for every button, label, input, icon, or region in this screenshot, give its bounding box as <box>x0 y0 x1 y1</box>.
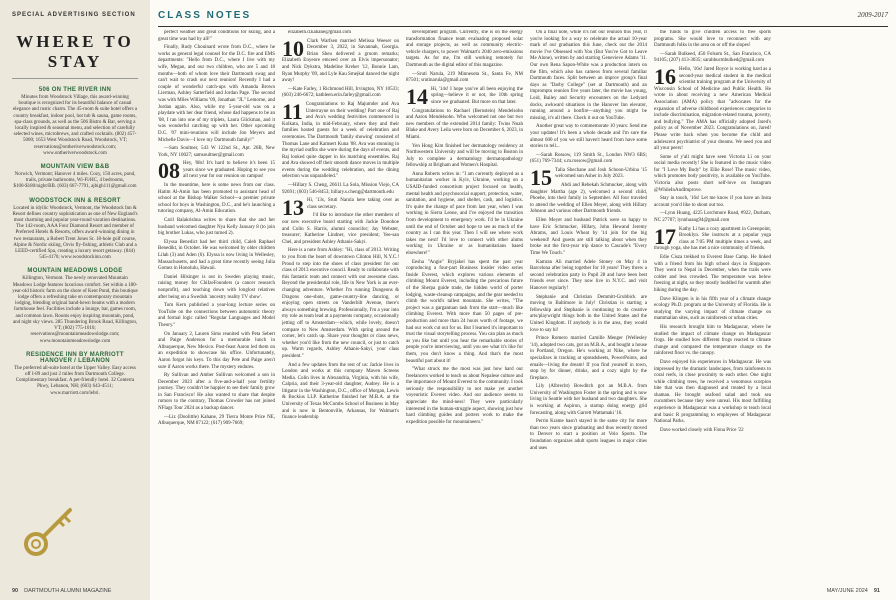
left-folio <box>12 588 111 594</box>
note-paragraph <box>530 153 647 166</box>
note-paragraph <box>406 172 523 258</box>
note-text: Tom Kern published a year-long lecture series on YouTube on the connections between autonomic theory and formal logic called "Regular Languages and Model Theory." <box>158 303 275 328</box>
note-text: development program. Currently, she is on the energy transformation finance team evaluating proposed solar and storage projects, as well as community electric-vehicle chargers, to power Walmart's 2040 zero-emissions targets. As for me, I'm still working remotely for Dartmouth as the digital editor of this magazine. <box>406 30 523 68</box>
page-number-right: 91 <box>873 588 880 594</box>
note-paragraph <box>282 98 399 181</box>
note-text: Perrin Krame hasn't stayed in the same city for more than two years since graduating and thus recently moved to Denver to start a position at Volo Sports. The foundation organizes adult sports leagues in major cities and uses <box>530 419 647 451</box>
note-paragraph <box>530 260 647 293</box>
section-header <box>158 8 888 27</box>
lodge-listing <box>12 268 138 344</box>
vintage-key-icon <box>20 500 80 560</box>
lodge-name: MOUNTAIN VIEW B&B <box>40 164 110 171</box>
note-text: Ry Sullivan and Amber Sullivan welcomed a son in December 2023 after a five-and-a-half year fertility journey. They couldn't be happier to see their family grow in San Francisco! He also wanted to share that despite rumors to the contrary, Thomas Crowder has not joined NFlags Tour 2024 as a backup dancer. <box>158 373 275 412</box>
note-text: Lily (Albrecht) Bowditch got an M.B.A. from University of Washington Foster in the spring and is now living in Seattle with her husband and two daughters. She is working at Aspiron, a startup doing energy grid forecasting, along with Garrett Wattamaki '16. <box>530 384 647 416</box>
note-text: Anna Roberts writes in: "I am currently deployed as a humanitarian worker in Kyiv, Ukraine, working on a USAID-funded consortium project focused on health, mental health and psychosocial support, protection, water, sanitation, and hygiene, and shelter, cash, and logistics. It's quite the change of pace from last year, when I was working in Sierra Leone, and I've enjoyed the transition from development to emergency work. I'd be in Ukraine until the end of October and hope to see as much of the country as I can this year. Then I will see where work takes me next! I'd love to connect with other alums working in Ukraine or as humanitarians based elsewhere!" <box>406 171 523 256</box>
note-paragraph <box>530 164 647 190</box>
note-paragraph <box>158 332 275 372</box>
class-year-number: 16 <box>654 63 676 89</box>
note-text: Eesha "Angie" Bryjakel has spent the past year coproducing a four-part Business Insider video series Inside Everest, which explores various elements of climbing Mount Everest, including the precarious future of the Sherpa guide trade, the hidden world of porter lodging, waste-cleanup campaigns, and the gear needed to climb the world's tallest mountain. She writes, "The project was a gargantuan task from the start—much like climbing Everest. With more than 50 pages of pre-production and more than 24 hours worth of footage, we had our work cut out for us. But I learned it's important to trust the visual storytelling process. You can plan as much as you like but until you hear the remarkable stories of people you're interviewing, until you see what it's like for them, you don't know a thing. And that's the most beautiful part about it! <box>406 259 523 364</box>
note-text: Caril Balakrishna writes to share that she and her husband welcomed daughter Nya Kelly January 8 (to join big brother Lukas, who just turned 2). <box>158 218 275 237</box>
note-text: Another great way to commemorate 10 years: Send me your updates! It's been a whole decade and I'm sure the almost 600 of you we still haven't heard from have some stories to tell... <box>530 124 647 150</box>
note-text: Prince Romero married Camille Menger (Wellesley '14), adopted two cats, got an M.B.A., and bought a house in Portland, Oregon. He's working at Nike, where he specializes in tracking at spreadsheets, PowerPoints, and emails—living the dream! If you find yourself in town, stop by for dinner, drinks, and a cozy night by the fireplace. <box>530 336 647 381</box>
note-text: Elyssa Benedict had her third child, Caleb Raphael Benedikt, in October. He was welcomed by older children Lilah (3) and Aden (6). Elyssa is now living in Wellesley, Massachusetts, and had a great time recently seeing Julia Gomez in Honolulu, Hawaii. <box>158 239 275 272</box>
lodge-description: Killington, Vermont. The newly renovated Mountain Meadows Lodge features luxurious comfort. Set within a 180-year-old historic farm on the shore of Kent Pond, this boutique lodge offers a refreshing take on contemporary mountain lodging, blending original hand-hewn beams with a modern farmhouse feel. Facilities include a lounge, bar, games room, and common lawn. Rooms enjoy inspiring mountain, pond, and night sky views. 285 Thundering Brook Road, Killington, VT; (802) 775-1010; reservations@mountainmeadowslodge.com; www.mountainmeadowslodge.com <box>12 276 138 344</box>
note-paragraph <box>654 325 771 358</box>
note-text: His research brought him to Madagascar, where he studied the impact of climate change on Madagascar frogs. He studied how different frogs reacted to climate change and compared the temperature change on the rainforest floor vs. the canopy. <box>654 324 771 357</box>
note-paragraph <box>406 260 523 366</box>
note-paragraph <box>654 223 771 253</box>
lodge-description: Norwich, Vermont; Hanover 4 miles. Cozy, 150 acres, pond, trails, private bathrooms, Wi-Fi/HC, 4 bedrooms, $100-$180/night/BB. (603) 667-7791, ajbigh111@gmail.com <box>13 172 137 190</box>
note-paragraph <box>158 373 275 413</box>
note-paragraph <box>282 35 399 85</box>
note-text: Talia Shechane and Josh Schoon-Urbina '15 welcomed son Asher in July 2023. <box>555 167 647 180</box>
note-text: Stephanie and Christian Demmitt-Grubbick are moving to Baltimore in July! Christian is starting a fellowship and Stephanie is continuing to do creative arts/playwright things both in the United States and the United Kingdom. If anybody is in the area, they would love to say hi! <box>530 294 647 333</box>
class-year-number: 15 <box>530 164 552 190</box>
note-paragraph <box>530 124 647 150</box>
issue-date: MAY/JUNE 2024 <box>826 588 868 594</box>
lodge-description: The preferred all-suite hotel at the Upper Valley. Easy access off I-89 and just 2 miles from Dartmouth College. Complimentary breakfast. A pet-friendly hotel. 32 Centerra Pkwy, Lebanon, NH; (603) 643-4511; www.marriott.com/lebri. <box>14 365 136 396</box>
class-year-number: 08 <box>158 158 180 184</box>
note-text: Kamran Ali married Adele Stoney on May 4 in Barcelona after being together for 10 years! They threw a second celebration party in Pupil 28 and have been best friends ever since. They now live in N.Y.C. and visit Hanover regularly! <box>530 259 647 291</box>
note-paragraph <box>654 360 771 426</box>
note-text: And a few updates from the rest of us: Jackie lives in London and works at this company Maven Screens Media. Colin lives in Alexandria, Virginia, with his wife, Calpria, and their 3-year-old daughter, Audrey. He is a litigator in the Washington, D.C., office of Morgan, Lewis & Bockius LLP. Katherine finished her M.B.A. at the University of Texas McCombs School of Business in May and is now in Bentonville, Arkansas, for Walmart's finance leadership <box>282 362 399 421</box>
note-text: Congratulations to Rachael (Bernstein) Mendelsohn and Aaron Mendelsohn. Who welcomed not one but two new members of the extended 2014 family: Twins Noah Blake and Avery Leila were born on December 6, 2023, in Miami. <box>406 108 523 140</box>
note-paragraph <box>406 83 523 109</box>
note-paragraph <box>158 240 275 273</box>
note-paragraph <box>406 144 523 170</box>
note-paragraph <box>158 218 275 238</box>
note-text: Finally, Rudy Chouinard wrote from D.C., where he works as general legal counsel for the D.C. fire and EMS departments: "Hello from D.C., where I live with my wife, Megan, and our two children, who are 5 and 18 months—both of whom love their Dartmouth swag and can't wait to crash our next reunion! Recently I had a couple of wonderful catch-ups with Amanda Brown Lierman, Ashley Satterfield and Jordan Page. The second was with Miles Williams '09, Jonathan "JL" Lemorne, and Jordan again. Also, while my 5-year-old was on a playdate with her dear friend, whose dad happens to be an '08, I ran into one of my triplets, Laura Glickman, and it was wonderful catching up with her. Other upcoming D.C. '07 mini-reunions will include Jon Meyers and Michelle Davis—I love my Dartmouth family!" <box>158 45 275 143</box>
text-column <box>406 30 523 580</box>
note-paragraph <box>282 30 399 37</box>
note-text: Hello, '16s! Jared Boyce is working hard as a second-year medical student in the medical scientist training program at the University of Wisconsin School of Medicine and Public Health. He wrote in about receiving a new American Medical Association (AMA) policy that "advocates for the expansion of adverse childhood experiences categories to include discrimination, migration-related trauma, poverty, and bullying." The AMA has officially adopted Jared's policy as of November 2023. Congratulations on, Jared! Please write back when you become the child and adolescent psychiatrist of your dreams. We need you and all your peers! <box>654 66 771 152</box>
note-text: —Hillary S. Cheng, 26611 La Sola, Mission Viejo, CA 92691; (603) 546-8453; hillary.s.cheng@dartmouth.edu <box>282 183 399 195</box>
note-text: Abdi and Rebekah Schmucker, along with daughter Martha (age 2), welcomed a second child, Phoebe, into their family in September. All four traveled to attend the wedding of Ellen Meyer, along with Hillary Johnson and various other Dartmouth friends. <box>530 183 647 215</box>
note-text: Dave worked closely with Fiona Price '22 <box>660 427 744 433</box>
note-paragraph <box>530 336 647 382</box>
text-column <box>282 30 399 580</box>
note-paragraph <box>654 196 771 209</box>
note-paragraph <box>530 218 647 258</box>
note-text: Clark Warfsen married Melissa Weeser on December 3, 2022, in Savannah, Georgia. Brian Sheu delivered a groom remarks; Elizabeth Enyeore emceed over an Elvis impersonator; and Nick Dykstra, Madeline Kreher '12, Bonnie Lam, Ryan Murphy '09, and Lyle Kau Smejkal danced the night away! <box>282 38 399 84</box>
note-text: Hi, '13s, Sruti Narula here taking over as class secretary. <box>307 198 399 210</box>
note-text: Stay in touch, '16s! Let me know if you have an Insta account you'd like to shout out too. <box>654 196 771 208</box>
note-paragraph <box>282 363 399 422</box>
note-text: Kathy Li has a cozy apartment in Greenpoint, Brooklyn. She instructs at a popular yoga class at 7:05 PM multiple times a week, and through yoga, she has met a nice community of friends. <box>654 226 771 252</box>
note-paragraph <box>654 155 771 195</box>
class-notes-section <box>158 0 888 600</box>
lodge-description: Located in idyllic Woodstock, Vermont, the Woodstock Inn & Resort defines country sophistication as one of New England's most charming and popular year-round vacation destinations. The 142-room, AAA Four Diamond Resort and member of Preferred Hotels & Resorts, offers award-winning dining in two restaurants, a Robert Trent Jones Sr. 18-hole golf course, Alpine & Nordic skiing, Orvis fly-fishing, athletic Club and a LEED-certified Spa, creating a luxury resort getaway. (844) 545-4176; www.woodstockinn.com <box>12 205 138 261</box>
lodge-name: 506 ON THE RIVER INN <box>38 87 112 93</box>
note-paragraph <box>406 30 523 70</box>
class-year-number: 17 <box>654 223 676 249</box>
note-paragraph <box>158 303 275 329</box>
text-column <box>654 30 771 580</box>
note-text: —Sarah Rossow, 119 Smith St., London NW3 6BS; (651) 769-7344; s.m.rossow@gmail.com <box>530 152 647 165</box>
lodge-name: RESIDENCE INN BY MARRIOTT HANOVER / LEBANON <box>26 351 124 364</box>
text-column <box>530 30 647 580</box>
note-paragraph <box>530 384 647 417</box>
note-paragraph <box>158 415 275 428</box>
note-text: —Sarah Bulkeed, 450 Folsom St., San Francisco, CA 94105; (207) 413-3035; sarahbucmbulked@gmail.com <box>654 51 771 64</box>
note-text: On a final note, while it's not our reunion this year, if you're looking for a way to celebrate the actual 10-year mark of our graduation this June, check out the 2014 movie I've Obsessed with You (But You've Got to Leave Me Alone), written by and starring Genevieve Adams '11. Our own Rena Sapon-White was a production intern on the film, which also has cameos from several familiar Dartmouth faces. Split between an improv group's final days as "Darby College" (set at Dartmouth) and an impromptu reunion five years later, the movie has young, Loid, Bailey and Security encounters on the Ledyard docks, awkward situations in the Hanover Inn elevator, running around a bonfire—anything you might be missing, it's all there. Check it out on YouTube. <box>530 30 647 121</box>
sidebar-divider <box>12 78 138 79</box>
note-paragraph <box>406 367 523 426</box>
note-text: perfect weather and great conditions for skiing, and a great time was had by all!" <box>158 30 275 42</box>
lodge-listing <box>12 198 138 262</box>
note-paragraph <box>530 295 647 335</box>
note-paragraph <box>158 275 275 301</box>
note-text: —Sam Soultner, 543 W 122nd St., Apt. 26B, New York, NY 10027; samsoultner@gmail.com <box>158 146 275 158</box>
lodge-listing <box>12 164 138 191</box>
note-text: elizabeth.d.kahane@gmail.com <box>288 30 352 35</box>
lodge-list <box>12 87 138 397</box>
note-paragraph <box>654 297 771 323</box>
note-text: Hey, '08s! It's hard to believe it's been 15 years since we graduated. Hoping to see you all next year for our reunion on campus! <box>183 161 275 180</box>
note-paragraph <box>158 45 275 144</box>
note-text: I'd like to introduce the other members of our new executive board starting with Jackie Donohoe and Colin S. Harris, alumni councilor; Jay Webster, treasurer; Katherine Lindner, vice president; Yee-san Chel, and president Ashley Athanis-Sakyi. <box>282 213 399 245</box>
note-text: Some of y'all might have seen Victoria Li on your social media recently! She is featured in the music video for "I Love My Body" by Ellie Rose! The music video, which promotes body positivity, is available on YouTube. Victoria also posts short self-love on Instagram @WhileInAndImprove. <box>654 154 771 193</box>
note-paragraph <box>158 158 275 184</box>
note-text: —Liz (Doolittle) Kahane, 29 Tierra Monte Price NE, Albuquerque, NM 87122; (617) 909-7669; <box>158 414 275 427</box>
note-paragraph <box>406 109 523 142</box>
note-paragraph <box>530 419 647 452</box>
note-paragraph <box>282 183 399 196</box>
note-text: Daniel Hilsinger is out in Sweden playing music, raising money for ChiIzeFounders (a cancer research nonprofit), and touching down with longlost relatives after being on a Swedish 'ancestry reality TV show'. <box>158 274 275 300</box>
note-text: —Kate Farley, 1 Richmond Hill, Irvington, NY 10533; (603) 246-6672; kathleen.erin.farley@gmail.com <box>282 86 399 99</box>
note-paragraph <box>654 211 771 224</box>
note-text: In the meantime, here is some news from our class. Hatim Al-Amin has been promoted to assistant head of school at the Bishop Walker School—a premier private school for boys in Washington, D.C., and he's launching a tutoring company, Al-Amin Education. <box>158 183 275 215</box>
note-paragraph <box>654 63 771 153</box>
right-folio <box>827 588 880 594</box>
note-paragraph <box>654 255 771 295</box>
lodge-listing <box>12 352 138 397</box>
magazine-name: DARTMOUTH ALUMNI MAGAZINE <box>24 588 112 594</box>
note-text: Yen Hong Kim finished her dermatology residency at Northwestern University and will be moving to Boston in July to complete a dermatology dermatopathology fellowship at Brigham and Women's Hospital. <box>406 143 523 169</box>
class-years: 2009-2017 <box>857 11 888 19</box>
note-paragraph <box>530 30 647 122</box>
page-title: CLASS NOTES <box>158 10 252 21</box>
note-text: "What struck me the most was just how hard our freelancers worked to teach us about Nepalese culture and the importance of Mount Everest to the community. I took seriously the responsibility to not make yet another voyeuristic Everest video. And our audience seems to appreciate the mind-ness! They were particularly interested in the human-struggle aspect, showing just how hard climbing guides and porters work to make the expedition possible for mountaineers." <box>406 367 523 425</box>
sidebar-title: WHERE TO STAY <box>16 32 134 71</box>
note-text: Congratulations to Raj Majumder and Ava Unterrayne on their wedding! Part one of Raj and Ava's wedding festivities commenced in Kolkata, India, in mid-February, where they and their families hosted guests for a week of celebration and ceremonies. The Dartmouth 'family showing' consisted of Thomas Lane and Kamsert Kuna '08. Ava was stunning in the myriad outfits she wore during the days of events, and Raj looked quite dapper in his matching ensembles. Raj and Ava showed off their smooth dance moves in multiple events during the wedding celebration, and the dining selection was unparalleled." <box>282 101 399 180</box>
note-paragraph <box>282 87 399 100</box>
section-label: SPECIAL ADVERTISING SECTION <box>12 12 136 18</box>
note-text: Here is a note from Ashley: "Hi, class of 2013. Writing to you from the heart of downtown Clinton Hill, N.Y.C.! Proud to step into the shoes of class president for our class of 2013 executive council. Ready to collaborate with this fantastic team and connect with our awesome class. Beyond the presidential role, life in New York is an ever-changing adventure. Whether I'm running Dungeons & Dragons one-shots, game-country-line dancing, or enjoying open streets on Vanderbilt Avenue, there's always something brewing. Professionally, I'm a year into my role as team lead at a payments company, occasionally jetting off to Amsterdam—which, while lovely, doesn't compare to New Amsterdam. With spring around the corner, let's catch up. Share your thoughts or class news, whether you'd like from the new council, or just to catch up. Warm regards, Ashley Athanis-Sakyi, your class president." <box>282 248 399 359</box>
lodge-name: MOUNTAIN MEADOWS LODGE <box>27 268 123 275</box>
note-text: Edie Cisza trekked to Everest Base Camp. He linked with a friend from his high school days in Singapore. They went to Nepal in December, when the trails were colder and less crowded. The temperature was below freezing at night, so they mostly huddled for warmth after hiking during the day. <box>654 255 771 293</box>
where-to-stay-sidebar <box>0 0 150 600</box>
note-paragraph <box>406 72 523 85</box>
note-text: Dave enjoyed his experiences in Madagascar. He was impressed by the dramatic landscapes, from rainforests to coral reefs, in close proximity to each other. One night while climbing trees, he received a venomous scorpion bite that was then diagnosed and treated by a local shaman. He brought seafood salad and took sea cucumbers because they were unreal. His most fulfilling experience in Madagascar was a workshop to teach local and basic R programming to employees of Madagascar National Parks. <box>654 359 771 425</box>
text-column <box>158 30 275 580</box>
note-paragraph <box>158 146 275 159</box>
class-year-number: 14 <box>406 83 428 109</box>
lodge-description: Minutes from Woodstock Village, this award-winning boutique is recognized for its beautiful balance of casual elegance and rustic charm. The 45-room & suite hotel offers a country breakfast, indoor pool, hot tub & sauna, game rooms, spa-class grounds, as well as the 506 Bistro & Bar, serving a locally inspired & seasonal menu, and selection of carefully selected wines, microbrews, and crafted cocktails. (802) 457-5000; 1653 West Woodstock Road, Woodstock, VT; reservations@ontheriverwoodstock.com; www.ontheriverwoodstock.com <box>12 95 138 156</box>
note-paragraph <box>282 195 399 221</box>
page-number-left: 90 <box>12 588 19 594</box>
note-text: Hi, '14s! I hope you've all been enjoying the spring—believe it or not, the 10th spring since we graduated. But more on that later. <box>431 86 523 105</box>
note-text: Ellen Meyer and husband Patrick were so happy to have Eric Schmucker, Hillary, John Hewand Jeremy Abrams, and Louis Wheat by '14 join for the big weekend! And guests are still talking about when they broke out the first-year trip dance to Cascade's "Every Time We Touch." <box>530 218 647 256</box>
note-text: —Sruti Narula, 219 Minnesota St., Santa Fe, NM 87501; srutinarula@gmail.com <box>406 71 523 84</box>
note-paragraph <box>158 30 275 43</box>
lodge-listing <box>12 87 138 157</box>
note-text: —Lynn Huang, 4225 Lorchmore Road, #922, Durham, NC 27707; lynnhuang94@gmail.com <box>654 211 771 224</box>
note-paragraph <box>654 52 771 65</box>
note-paragraph <box>158 183 275 216</box>
note-paragraph <box>282 248 399 360</box>
class-year-number: 13 <box>282 195 304 221</box>
text-columns <box>158 30 888 580</box>
note-text: Dave Klingen is in his fifth year of a climate change ecology Ph.D. program at the University of Florida. He is studying the varying impact of climate change on mammalian sites, such as rainforests or urban cities. <box>654 296 771 322</box>
note-paragraph <box>654 30 771 50</box>
note-text: On January 2, Lauren Sims reunited with Peta Sebert and Paige Anderson for a memorable lunch in Albuquerque, New Mexico. Post-feast Aaron led them on an expedition to showcase his office. Unfortunately, Aaron forgot his keys. To this day Pete and Paige aren't sure if Aaron works there. The mystery endures. <box>158 331 275 370</box>
note-paragraph <box>654 428 771 435</box>
note-text: the funds to give children access to free sports programs. She would love to reconnect with any Dartmouth folks in the area on or off the slopes! <box>654 30 771 49</box>
class-year-number: 10 <box>282 35 304 61</box>
class-year-number: 11 <box>282 98 303 124</box>
lodge-name: WOODSTOCK INN & RESORT <box>29 197 121 204</box>
